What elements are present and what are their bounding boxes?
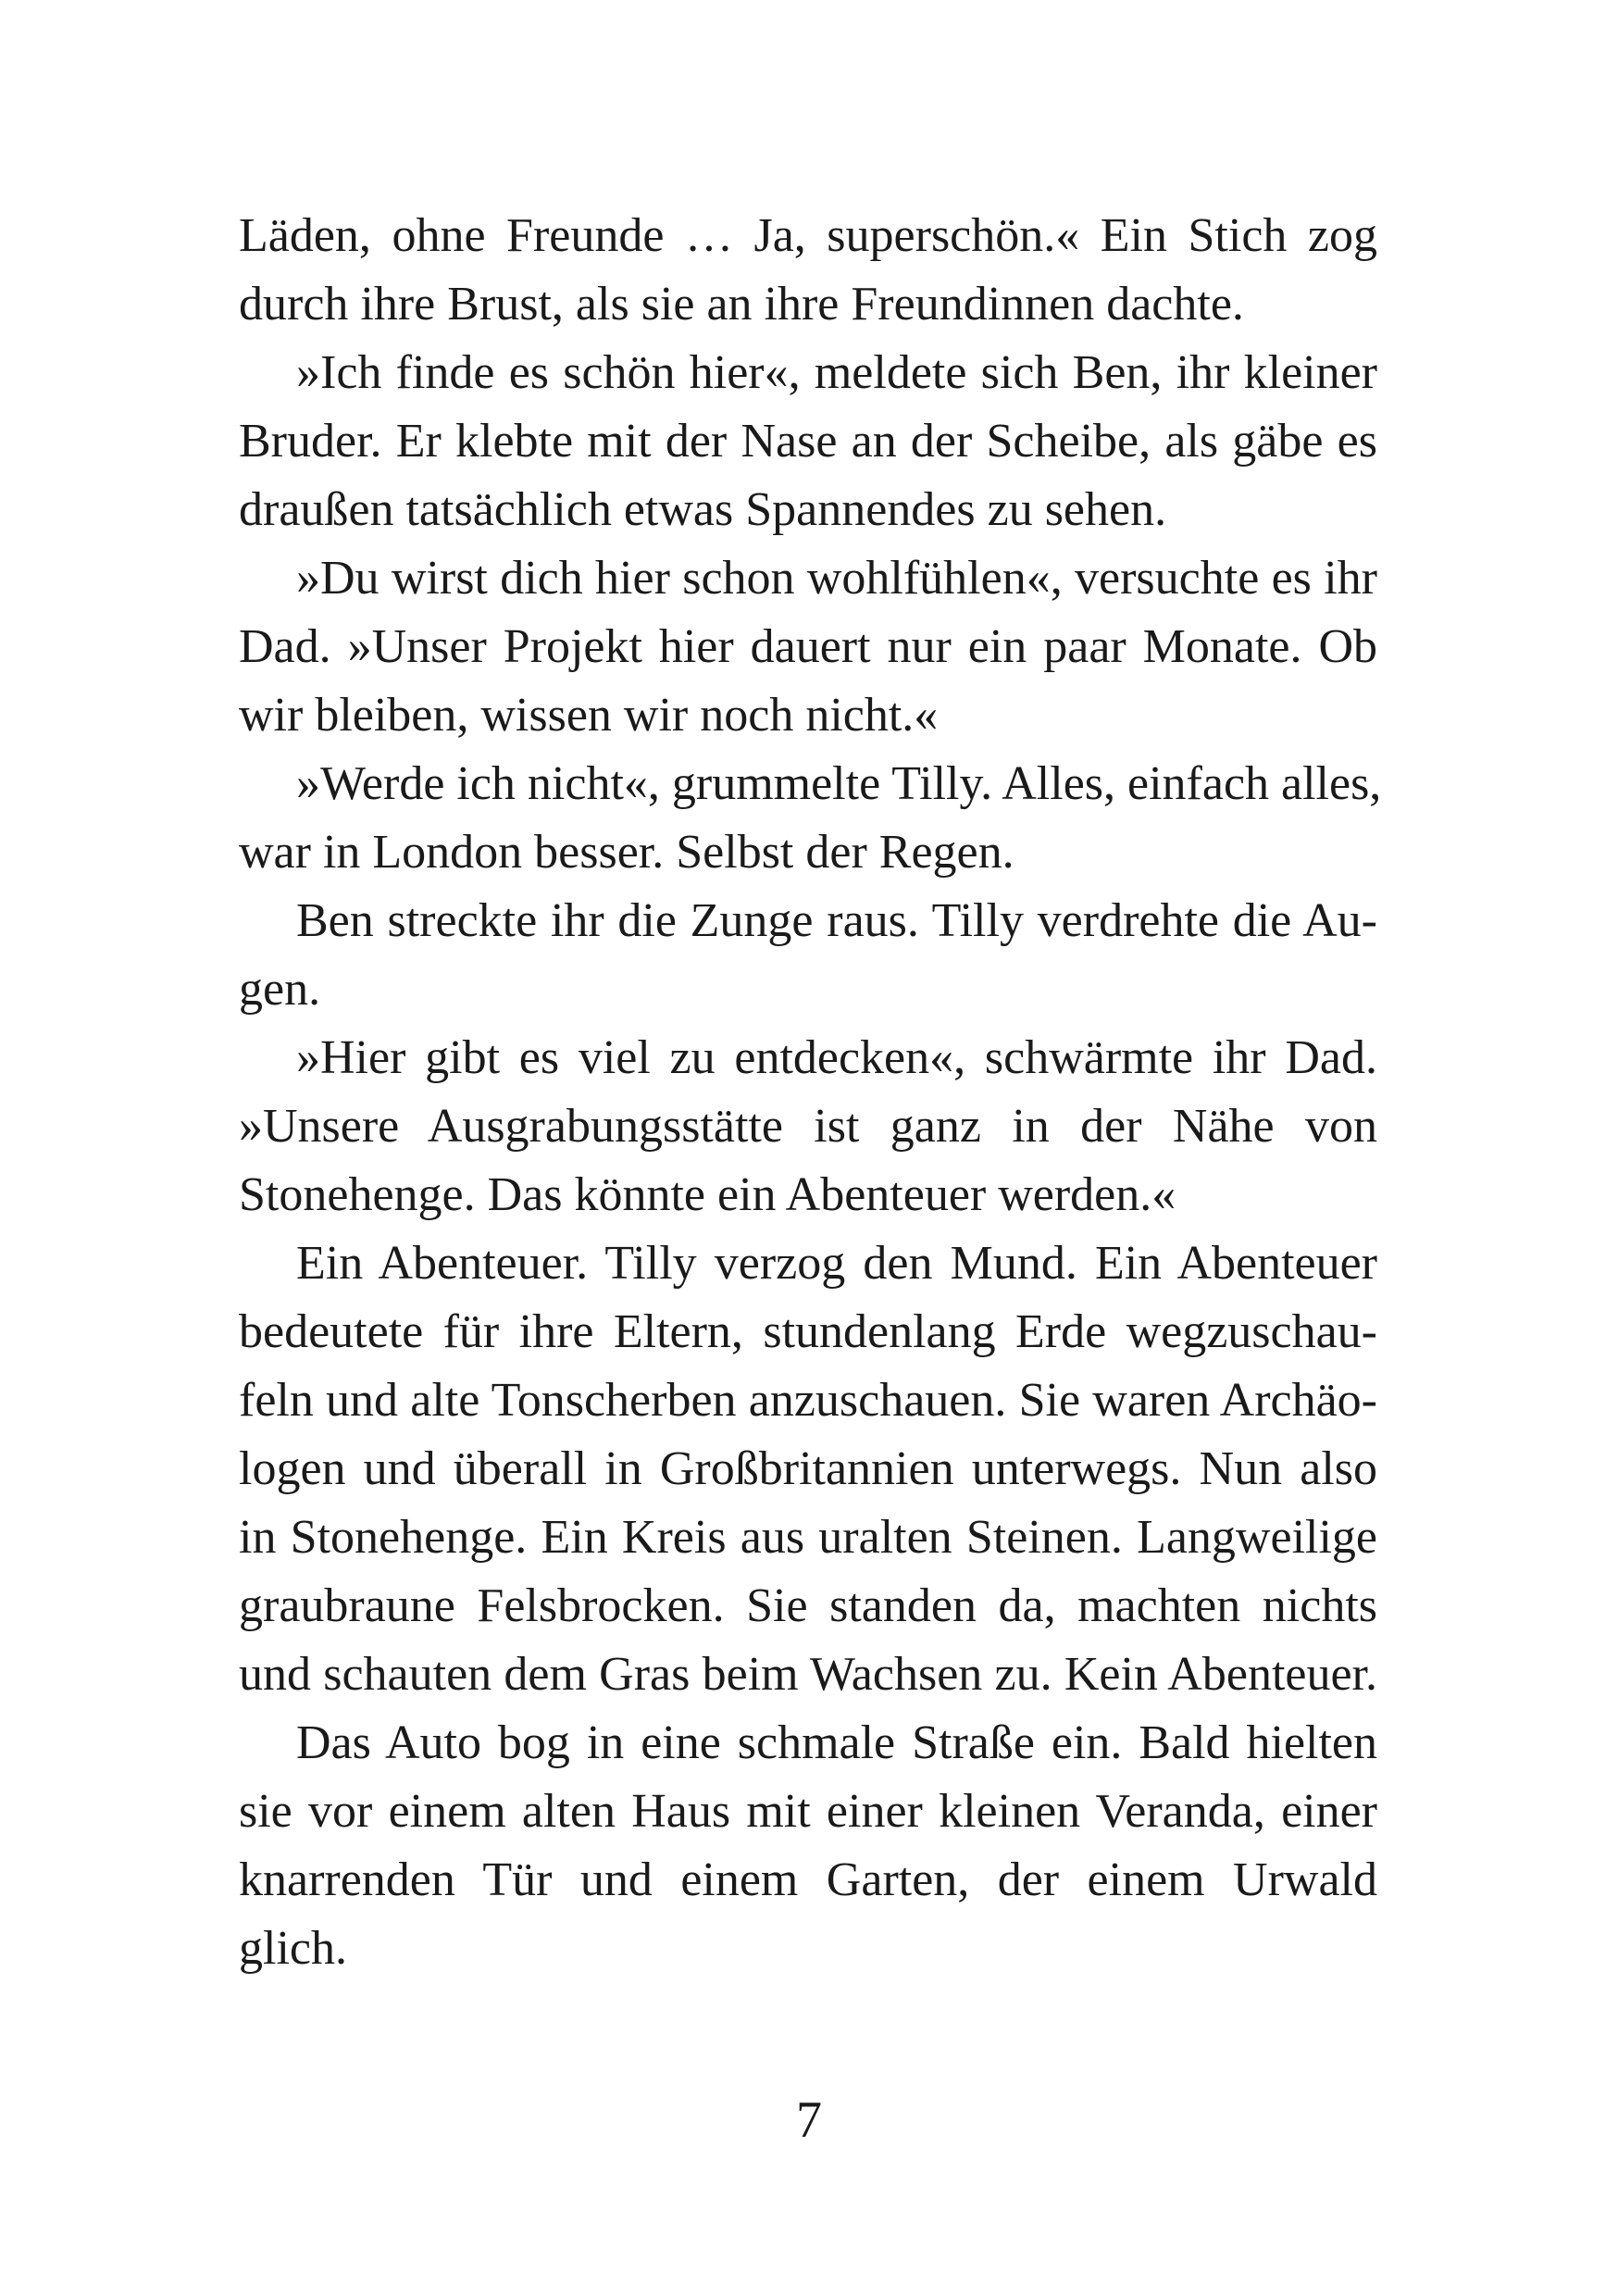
text-line: war in London besser. Selbst der Regen. [239,826,1014,879]
text-line: gen. [239,963,321,1016]
text-line: »Ich finde es schön hier«, meldete sich Ben, ihr kleiner [296,346,1377,399]
page-number: 7 [796,2091,822,2149]
text-line: bedeutete für ihre Eltern, stundenlang Erde wegzuschau- [239,1305,1377,1358]
text-line: logen und überall in Großbritannien unterwegs. Nun also [239,1442,1377,1495]
text-line: wir bleiben, wissen wir noch nicht.« [239,689,939,742]
text-line: sie vor einem alten Haus mit einer kleinen Veranda, einer [239,1785,1377,1838]
text-line: »Hier gibt es viel zu entdecken«, schwärmte ihr Dad. [296,1031,1377,1084]
text-line: Bruder. Er klebte mit der Nase an der Scheibe, als gäbe es [239,415,1377,468]
text-line: Ben streckte ihr die Zunge raus. Tilly verdrehte die Au- [296,894,1377,947]
text-line: »Du wirst dich hier schon wohlfühlen«, versuchte es ihr [296,552,1377,605]
text-line: Das Auto bog in eine schmale Straße ein. Bald hielten [296,1716,1377,1769]
text-line: draußen tatsächlich etwas Spannendes zu sehen. [239,483,1167,536]
text-line: glich. [239,1922,347,1975]
text-line: graubraune Felsbrocken. Sie standen da, machten nichts [239,1579,1377,1632]
text-line: »Werde ich nicht«, grummelte Tilly. Alles, einfach alles, [296,757,1382,810]
text-line: Läden, ohne Freunde … Ja, superschön.« Ein Stich zog [239,209,1377,262]
text-line: »Unsere Ausgrabungsstätte ist ganz in der Nähe von [239,1100,1377,1153]
text-line: durch ihre Brust, als sie an ihre Freundinnen dachte. [239,278,1244,331]
text-line: Dad. »Unser Projekt hier dauert nur ein paar Monate. Ob [239,620,1377,673]
text-line: Ein Abenteuer. Tilly verzog den Mund. Ein Abenteuer [296,1237,1377,1290]
text-line: Stonehenge. Das könnte ein Abenteuer werden.« [239,1168,1176,1221]
text-line: knarrenden Tür und einem Garten, der einem Urwald [239,1853,1377,1906]
text-line: in Stonehenge. Ein Kreis aus uralten Steinen. Langweilige [239,1511,1377,1564]
text-line: feln und alte Tonscherben anzuschauen. Sie waren Archäo- [239,1374,1377,1427]
text-line: und schauten dem Gras beim Wachsen zu. Kein Abenteuer. [239,1648,1377,1701]
